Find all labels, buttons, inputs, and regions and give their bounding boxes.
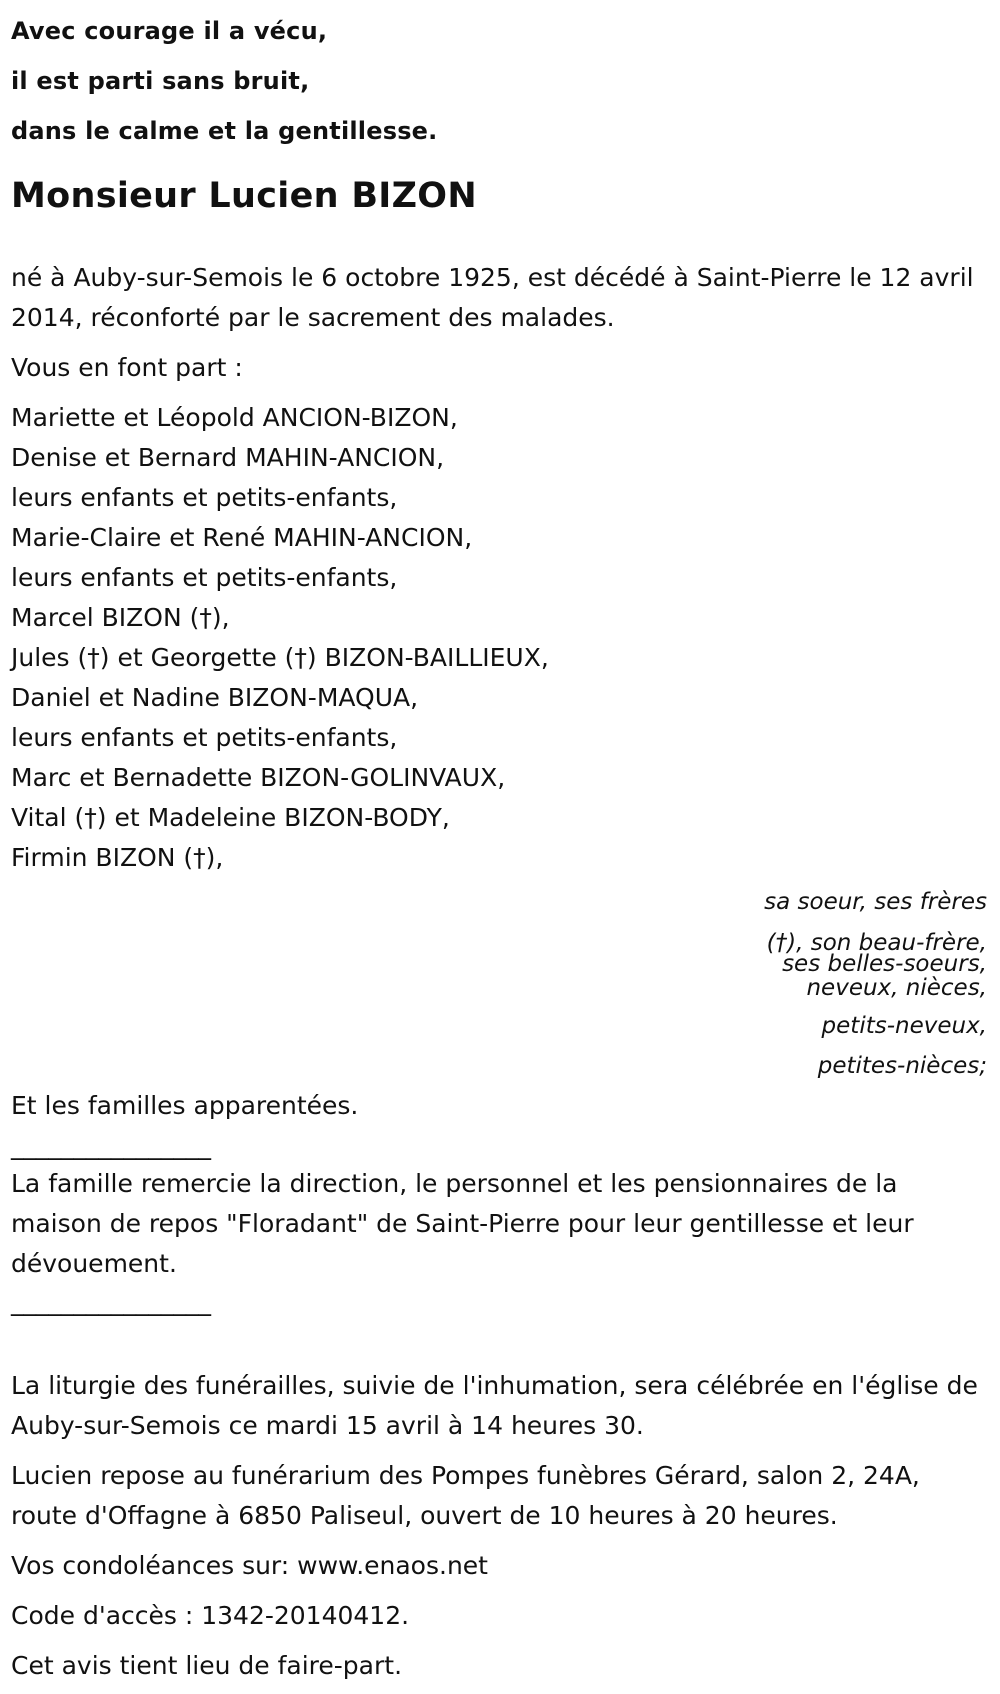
related-families: Et les familles apparentées. [11, 1091, 359, 1120]
relative-line: leurs enfants et petits-enfants, [11, 563, 398, 592]
separator-line: ________________ [11, 1131, 211, 1160]
notice-statement: Cet avis tient lieu de faire-part. [11, 1651, 403, 1680]
relative-line: Denise et Bernard MAHIN-ANCION, [11, 443, 445, 472]
obituary-notice [11, 0, 991, 1686]
relation-line: neveux, nièces, [806, 975, 987, 1001]
relative-line: Jules (†) et Georgette (†) BIZON-BAILLIEUX, [11, 643, 549, 672]
relation-line: sa soeur, ses frères [764, 889, 987, 915]
epitaph [11, 0, 991, 156]
relative-line: Daniel et Nadine BIZON-MAQUA, [11, 683, 419, 712]
relative-line: Marie-Claire et René MAHIN-ANCION, [11, 523, 473, 552]
relation-line: ses belles-soeurs, [782, 951, 987, 977]
relative-line: Vital (†) et Madeleine BIZON-BODY, [11, 803, 450, 832]
separator-line: ________________ [11, 1287, 211, 1316]
relation-line: (†), son beau-frère, [766, 930, 987, 956]
relation-line: petits-neveux, [821, 1013, 987, 1039]
relative-line: leurs enfants et petits-enfants, [11, 483, 398, 512]
thanks-message: La famille remercie la direction, le personnel et les pensionnaires de la maison de repos "Floradant" de Saint-Pierre pour leur gentillesse et leur dévouement. [11, 1169, 914, 1278]
relative-line: Firmin BIZON (†), [11, 843, 224, 872]
deceased-name: Monsieur Lucien BIZON [11, 176, 477, 216]
announce-label: Vous en font part : [11, 353, 243, 382]
relative-line: Mariette et Léopold ANCION-BIZON, [11, 403, 458, 432]
funeral-liturgy: La liturgie des funérailles, suivie de l'inhumation, sera célébrée en l'église de Auby-sur-Semois ce mardi 15 avril à 14 heures 30. [11, 1371, 978, 1440]
access-code: Code d'accès : 1342-20140412. [11, 1601, 410, 1630]
funeral-home-info: Lucien repose au funérarium des Pompes funèbres Gérard, salon 2, 24A, route d'Offagne à 6850 Paliseul, ouvert de 10 heures à 20 heures. [11, 1461, 920, 1530]
condolences-link: Vos condoléances sur: www.enaos.net [11, 1551, 488, 1580]
epitaph-line-2: il est parti sans bruit, [11, 67, 310, 95]
relations-description [11, 882, 987, 1086]
relatives-list [11, 398, 991, 878]
relative-line: Marcel BIZON (†), [11, 603, 230, 632]
epitaph-line-3: dans le calme et la gentillesse. [11, 117, 438, 145]
birth-death-info: né à Auby-sur-Semois le 6 octobre 1925, est décédé à Saint-Pierre le 12 avril 2014, réconforté par le sacrement des malades. [11, 263, 974, 332]
relative-line: leurs enfants et petits-enfants, [11, 723, 398, 752]
relation-line: petites-nièces; [817, 1053, 987, 1079]
relative-line: Marc et Bernadette BIZON-GOLINVAUX, [11, 763, 506, 792]
epitaph-line-1: Avec courage il a vécu, [11, 17, 328, 45]
